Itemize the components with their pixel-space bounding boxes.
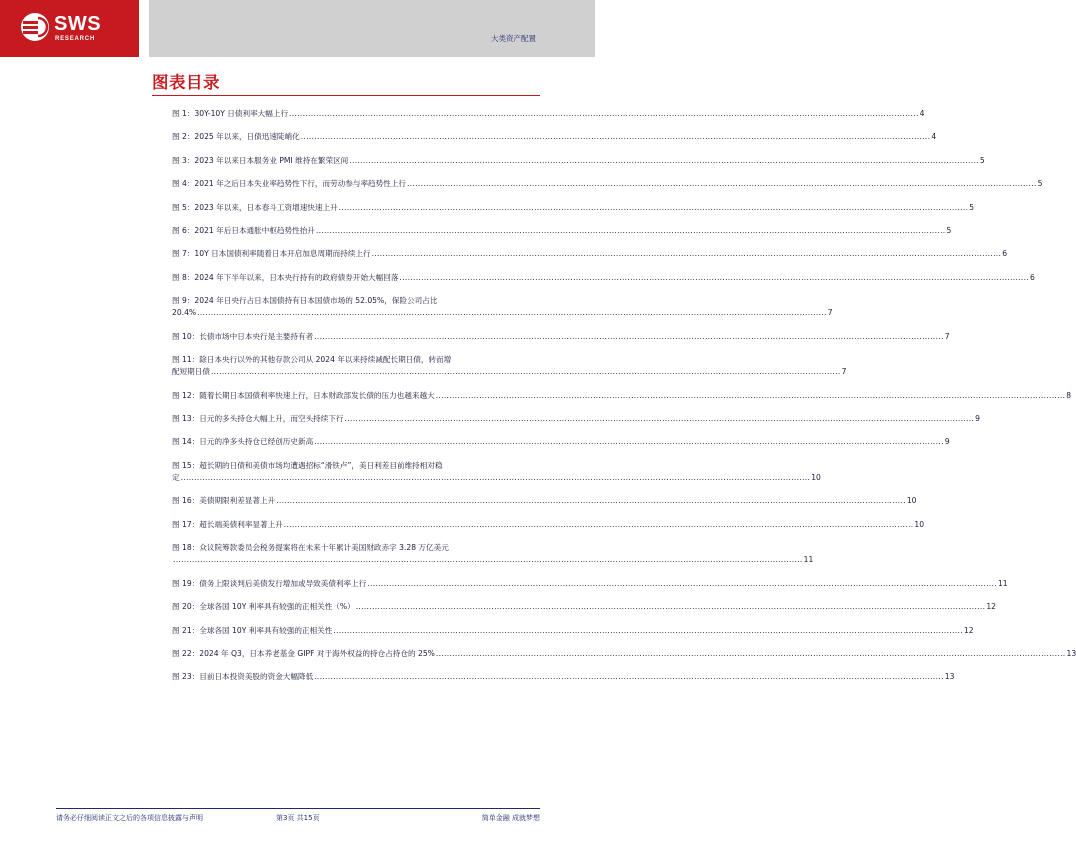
toc-entry-label: 图 2：2025 年以来，日债迅速陡峭化 (172, 132, 300, 142)
sws-logo-icon (20, 12, 50, 42)
toc-entry-page: 8 (1066, 390, 1072, 400)
toc-entry-label: 图 23：目前日本投资美股的资金大幅降低 (172, 672, 314, 682)
toc-entry-label: 图 14：日元的净多头持仓已经创历史新高 (172, 437, 314, 447)
page-title: 图表目录 (152, 73, 220, 92)
toc-leader-dots (197, 307, 827, 319)
logo-subtext: RESEARCH (55, 36, 96, 42)
toc-entry-page: 12 (963, 625, 974, 635)
toc-entry-label: 图 20：全球各国 10Y 利率具有较强的正相关性（%） (172, 602, 355, 612)
toc-entry-label: 图 4：2021 年之后日本失业率趋势性下行，而劳动参与率趋势性上行 (172, 179, 407, 189)
toc-entry-label: 图 19：债务上限谈判后美债发行增加或导致美债利率上行 (172, 578, 367, 588)
logo-text: SWS (54, 13, 102, 35)
toc-entry-label: 图 17：超长端美债利率显著上升 (172, 519, 283, 529)
toc-entry-page: 5 (979, 155, 985, 165)
toc-entry-page: 13 (944, 672, 955, 682)
toc-leader-dots (339, 202, 969, 214)
toc-entry[interactable] (172, 436, 950, 448)
toc-entry[interactable] (172, 155, 985, 167)
toc-entry[interactable] (172, 625, 974, 637)
toc-entry[interactable] (172, 671, 955, 683)
toc-entry[interactable] (172, 272, 1035, 284)
toc-entry-page: 5 (1037, 179, 1043, 189)
toc-entry-label: 图 22：2024 年 Q3，日本养老基金 GIPF 对于海外权益的持仓占持仓的 25% (172, 649, 435, 659)
toc-entry-label: 图 15：超长期的日债和美债市场均遭遇招标“滑铁卢”，美日利差目前维持相对稳 (172, 460, 443, 470)
toc-leader-dots (284, 519, 914, 531)
toc-entry-label-continued: 20.4% (172, 308, 197, 318)
toc-entry[interactable] (172, 202, 975, 214)
toc-leader-dots (436, 648, 1066, 660)
toc-entry-label-continued: 配短期日债 (172, 367, 210, 377)
toc-entry-page: 4 (931, 132, 937, 142)
toc-entry-label: 图 5：2023 年以来，日本春斗工资增速快速上升 (172, 202, 338, 212)
toc-entry-page: 7 (944, 331, 950, 341)
toc-entry-label: 图 7：10Y 日本国债利率随着日本开启加息周期而持续上行 (172, 249, 371, 259)
toc-entry-page: 11 (803, 555, 814, 565)
toc-entry[interactable] (172, 601, 996, 613)
toc-entry[interactable] (172, 248, 1008, 260)
toc-entry[interactable] (172, 331, 950, 343)
toc-entry[interactable] (172, 495, 917, 507)
toc-leader-dots (301, 131, 931, 143)
toc-entry-page: 7 (841, 367, 847, 377)
toc-entry-page: 9 (975, 414, 980, 424)
toc-entry-label: 图 8：2024 年下半年以来，日本央行持有的政府债券开始大幅回落 (172, 272, 399, 282)
title-divider (152, 95, 540, 96)
toc-entry[interactable] (172, 413, 980, 425)
toc-entry[interactable] (172, 460, 821, 484)
toc-entry-page: 11 (997, 578, 1008, 588)
toc-leader-dots (314, 331, 944, 343)
table-of-figures (172, 108, 1076, 695)
toc-entry-page: 7 (827, 308, 833, 318)
toc-entry-label: 图 9：2024 年日央行占日本国债持有日本国债市场的 52.05%，保险公司占比 (172, 296, 438, 306)
toc-entry[interactable] (172, 390, 1072, 402)
logo (0, 0, 139, 57)
toc-entry-label: 图 18：众议院筹款委员会税务提案将在未来十年累计美国财政赤字 3.28 万亿美元 (172, 543, 449, 553)
toc-entry-label: 图 11：除日本央行以外的其他存款公司从 2024 年以来持续减配长期日债，转而增 (172, 355, 452, 365)
toc-leader-dots (349, 155, 979, 167)
toc-leader-dots (407, 178, 1037, 190)
toc-entry-page: 5 (946, 225, 952, 235)
toc-leader-dots (367, 578, 997, 590)
toc-entry-label: 图 1：30Y-10Y 日债利率大幅上行 (172, 109, 289, 118)
toc-leader-dots (289, 108, 919, 120)
toc-entry[interactable] (172, 178, 1043, 190)
toc-entry[interactable] (172, 648, 1076, 660)
toc-entry[interactable] (172, 295, 833, 319)
toc-entry-label: 图 3：2023 年以来日本服务业 PMI 维持在繁荣区间 (172, 155, 349, 165)
toc-entry-page: 13 (1066, 649, 1076, 659)
toc-entry-label: 图 10：长债市场中日本央行是主要持有者 (172, 331, 314, 341)
toc-leader-dots (372, 248, 1002, 260)
toc-entry-page: 4 (919, 109, 925, 118)
toc-leader-dots (314, 671, 944, 683)
toc-entry[interactable] (172, 108, 925, 120)
toc-entry[interactable] (172, 354, 847, 378)
toc-entry-page: 9 (944, 437, 950, 447)
toc-leader-dots (211, 366, 841, 378)
toc-leader-dots (181, 472, 811, 484)
footer-divider (56, 808, 540, 809)
toc-entry-page: 6 (1002, 249, 1008, 259)
toc-leader-dots (276, 495, 906, 507)
toc-leader-dots (316, 225, 946, 237)
report-category: 大类资产配置 (491, 34, 536, 43)
toc-entry-label: 图 21：全球各国 10Y 利率具有较强的正相关性 (172, 625, 333, 635)
toc-entry-page: 10 (811, 473, 821, 483)
header-band (149, 0, 595, 57)
toc-leader-dots (356, 601, 986, 613)
toc-leader-dots (399, 272, 1029, 284)
toc-entry[interactable] (172, 131, 937, 143)
page-header (0, 0, 595, 57)
toc-entry-page: 10 (906, 496, 917, 506)
toc-entry[interactable] (172, 519, 925, 531)
toc-entry-label: 图 12：随着长期日本国债利率快速上行，日本财政部发长债的压力也越来越大 (172, 390, 435, 400)
toc-entry[interactable] (172, 578, 1008, 590)
toc-entry-label: 图 13：日元的多头持仓大幅上升，而空头持续下行 (172, 414, 344, 424)
toc-leader-dots (314, 436, 944, 448)
footer-page-number: 第3页 共15页 (276, 814, 320, 822)
toc-entry-label: 图 16：美债期限利差显著上升 (172, 496, 276, 506)
footer-disclaimer: 请务必仔细阅读正文之后的各项信息披露与声明 (56, 814, 203, 822)
toc-leader-dots (436, 390, 1066, 402)
toc-leader-dots (173, 554, 803, 566)
toc-entry-page: 10 (914, 519, 925, 529)
toc-entry-label: 图 6：2021 年后日本通胀中枢趋势性抬升 (172, 225, 315, 235)
toc-entry[interactable] (172, 542, 814, 566)
toc-entry[interactable] (172, 225, 952, 237)
toc-leader-dots (333, 625, 963, 637)
toc-leader-dots (345, 413, 975, 425)
toc-entry-label-continued: 定 (172, 473, 180, 483)
toc-entry-page: 12 (986, 602, 996, 612)
toc-entry-page: 6 (1030, 272, 1035, 282)
footer-slogan: 简单金融 成就梦想 (481, 814, 540, 822)
toc-entry-page: 5 (969, 202, 975, 212)
